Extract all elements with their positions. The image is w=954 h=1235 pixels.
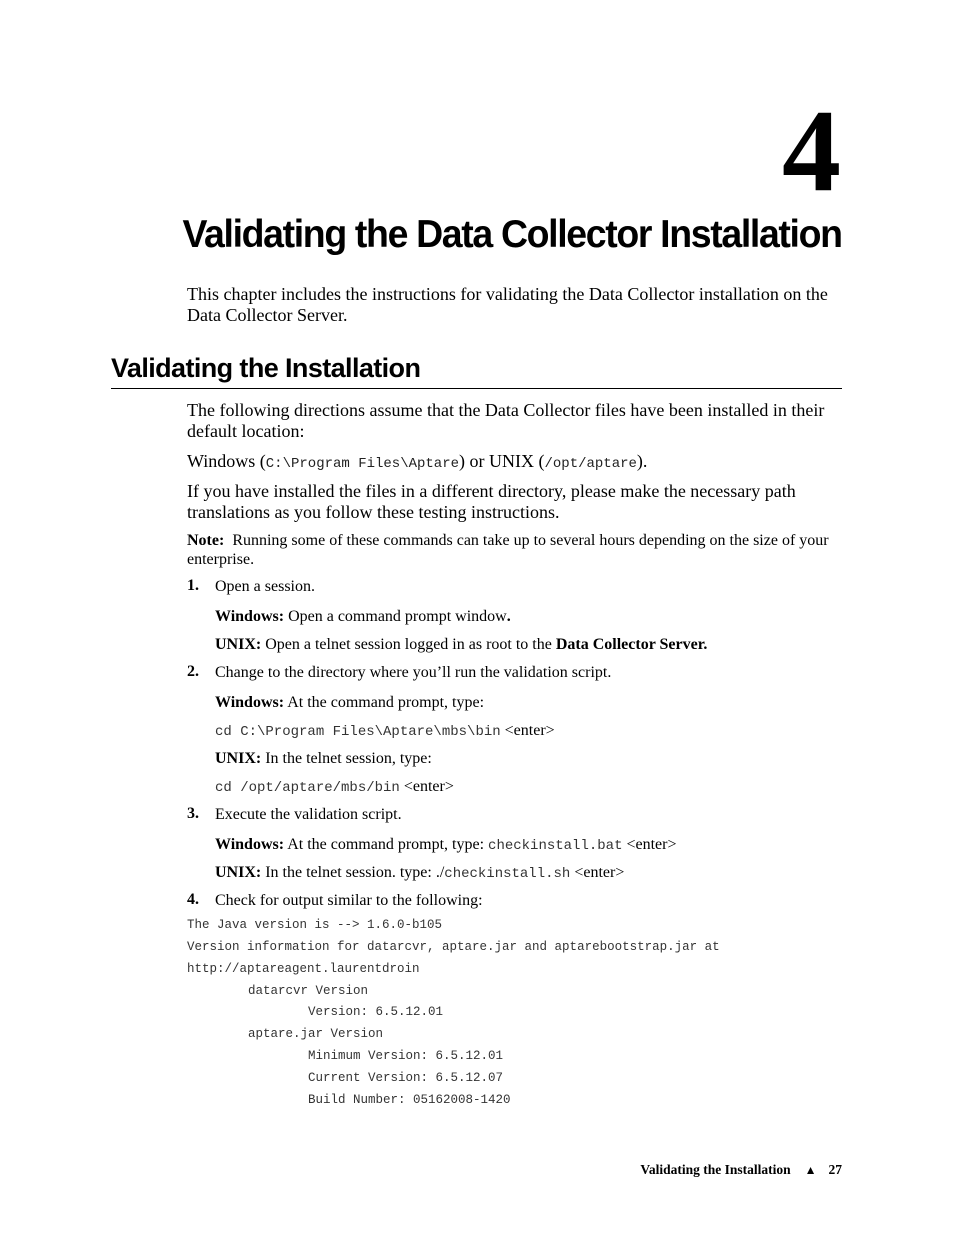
output-line: Current Version: 6.5.12.07 <box>308 1071 504 1085</box>
default-location-prefix: Windows ( <box>187 451 266 471</box>
output-line: http://aptareagent.laurentdroin <box>187 962 420 976</box>
unix-text: In the telnet session, type: <box>265 750 432 767</box>
section-rule <box>111 388 842 389</box>
footer-section: Validating the Installation <box>640 1162 791 1177</box>
windows-command-line <box>215 721 555 742</box>
unix-label: UNIX: <box>215 750 262 767</box>
unix-label: UNIX: <box>215 636 262 653</box>
enter-key: <enter> <box>626 836 677 853</box>
windows-command: cd C:\Program Files\Aptare\mbs\bin <box>215 724 501 740</box>
page-number: 27 <box>828 1162 842 1177</box>
unix-text: Open a telnet session logged in as root to the <box>265 636 552 653</box>
unix-command: checkinstall.sh <box>444 866 571 882</box>
step-number: 1. <box>187 577 199 594</box>
output-line: Version: 6.5.12.01 <box>308 1005 444 1019</box>
windows-label: Windows: <box>215 836 285 853</box>
note-label: Note: <box>187 532 225 549</box>
windows-text: At the command prompt, type: <box>287 836 485 853</box>
output-line: The Java version is --> 1.6.0-b105 <box>187 918 443 932</box>
windows-label: Windows: <box>215 694 285 711</box>
paragraph-directions: The following directions assume that the Data Collector files have been installed in their default location: <box>187 400 825 441</box>
windows-label: Windows: <box>215 608 285 625</box>
output-line: Minimum Version: 6.5.12.01 <box>308 1049 504 1063</box>
enter-key: <enter> <box>574 864 625 881</box>
step-number: 3. <box>187 805 199 822</box>
output-line: datarcvr Version <box>248 984 369 998</box>
default-location <box>187 451 842 475</box>
step-text: Open a session. <box>215 578 315 595</box>
windows-path: C:\Program Files\Aptare <box>265 456 460 472</box>
output-line: Build Number: 05162008-1420 <box>308 1093 511 1107</box>
note-text: Running some of these commands can take up to several hours depending on the size of your enterprise. <box>187 532 829 568</box>
chapter-title: Validating the Data Collector Installation <box>182 213 842 256</box>
output-line: aptare.jar Version <box>248 1027 384 1041</box>
enter-key: <enter> <box>403 778 454 795</box>
chapter-intro: This chapter includes the instructions for validating the Data Collector installation on the Data Collector Server. <box>187 284 828 325</box>
triangle-icon: ▲ <box>804 1163 817 1177</box>
step-text: Change to the directory where you’ll run the validation script. <box>215 664 612 681</box>
windows-text: Open a command prompt window <box>288 608 507 625</box>
unix-bold: Data Collector Server. <box>555 636 708 653</box>
windows-end: . <box>506 608 511 625</box>
section-heading: Validating the Installation <box>111 353 421 383</box>
note <box>187 531 842 569</box>
windows-text: At the command prompt, type: <box>287 694 485 711</box>
page-footer <box>640 1162 842 1178</box>
unix-text: In the telnet session. type: ./ <box>265 864 445 881</box>
unix-command-line <box>215 777 454 798</box>
paragraph-path-translation: If you have installed the files in a different directory, please make the necessary path translations as you follow these testing instructions. <box>187 481 796 522</box>
step-windows-line <box>215 693 484 712</box>
step-unix-line <box>215 749 432 768</box>
windows-command: checkinstall.bat <box>488 838 623 854</box>
unix-label: UNIX: <box>215 864 262 881</box>
unix-path: /opt/aptare <box>544 456 637 472</box>
default-location-suffix: ). <box>636 451 648 471</box>
step-number: 4. <box>187 891 199 908</box>
chapter-number: 4 <box>782 85 841 216</box>
step-text: Execute the validation script. <box>215 806 402 823</box>
step-unix-line <box>215 863 624 884</box>
step-text: Check for output similar to the following: <box>215 892 483 909</box>
step-unix-line <box>215 635 707 654</box>
enter-key: <enter> <box>504 722 555 739</box>
step-windows-line <box>215 607 511 626</box>
output-line: Version information for datarcvr, aptare.jar and aptarebootstrap.jar at <box>187 940 720 954</box>
step-number: 2. <box>187 663 199 680</box>
step-windows-line <box>215 835 677 856</box>
unix-command: cd /opt/aptare/mbs/bin <box>215 780 400 796</box>
default-location-middle: ) or UNIX ( <box>459 451 545 471</box>
